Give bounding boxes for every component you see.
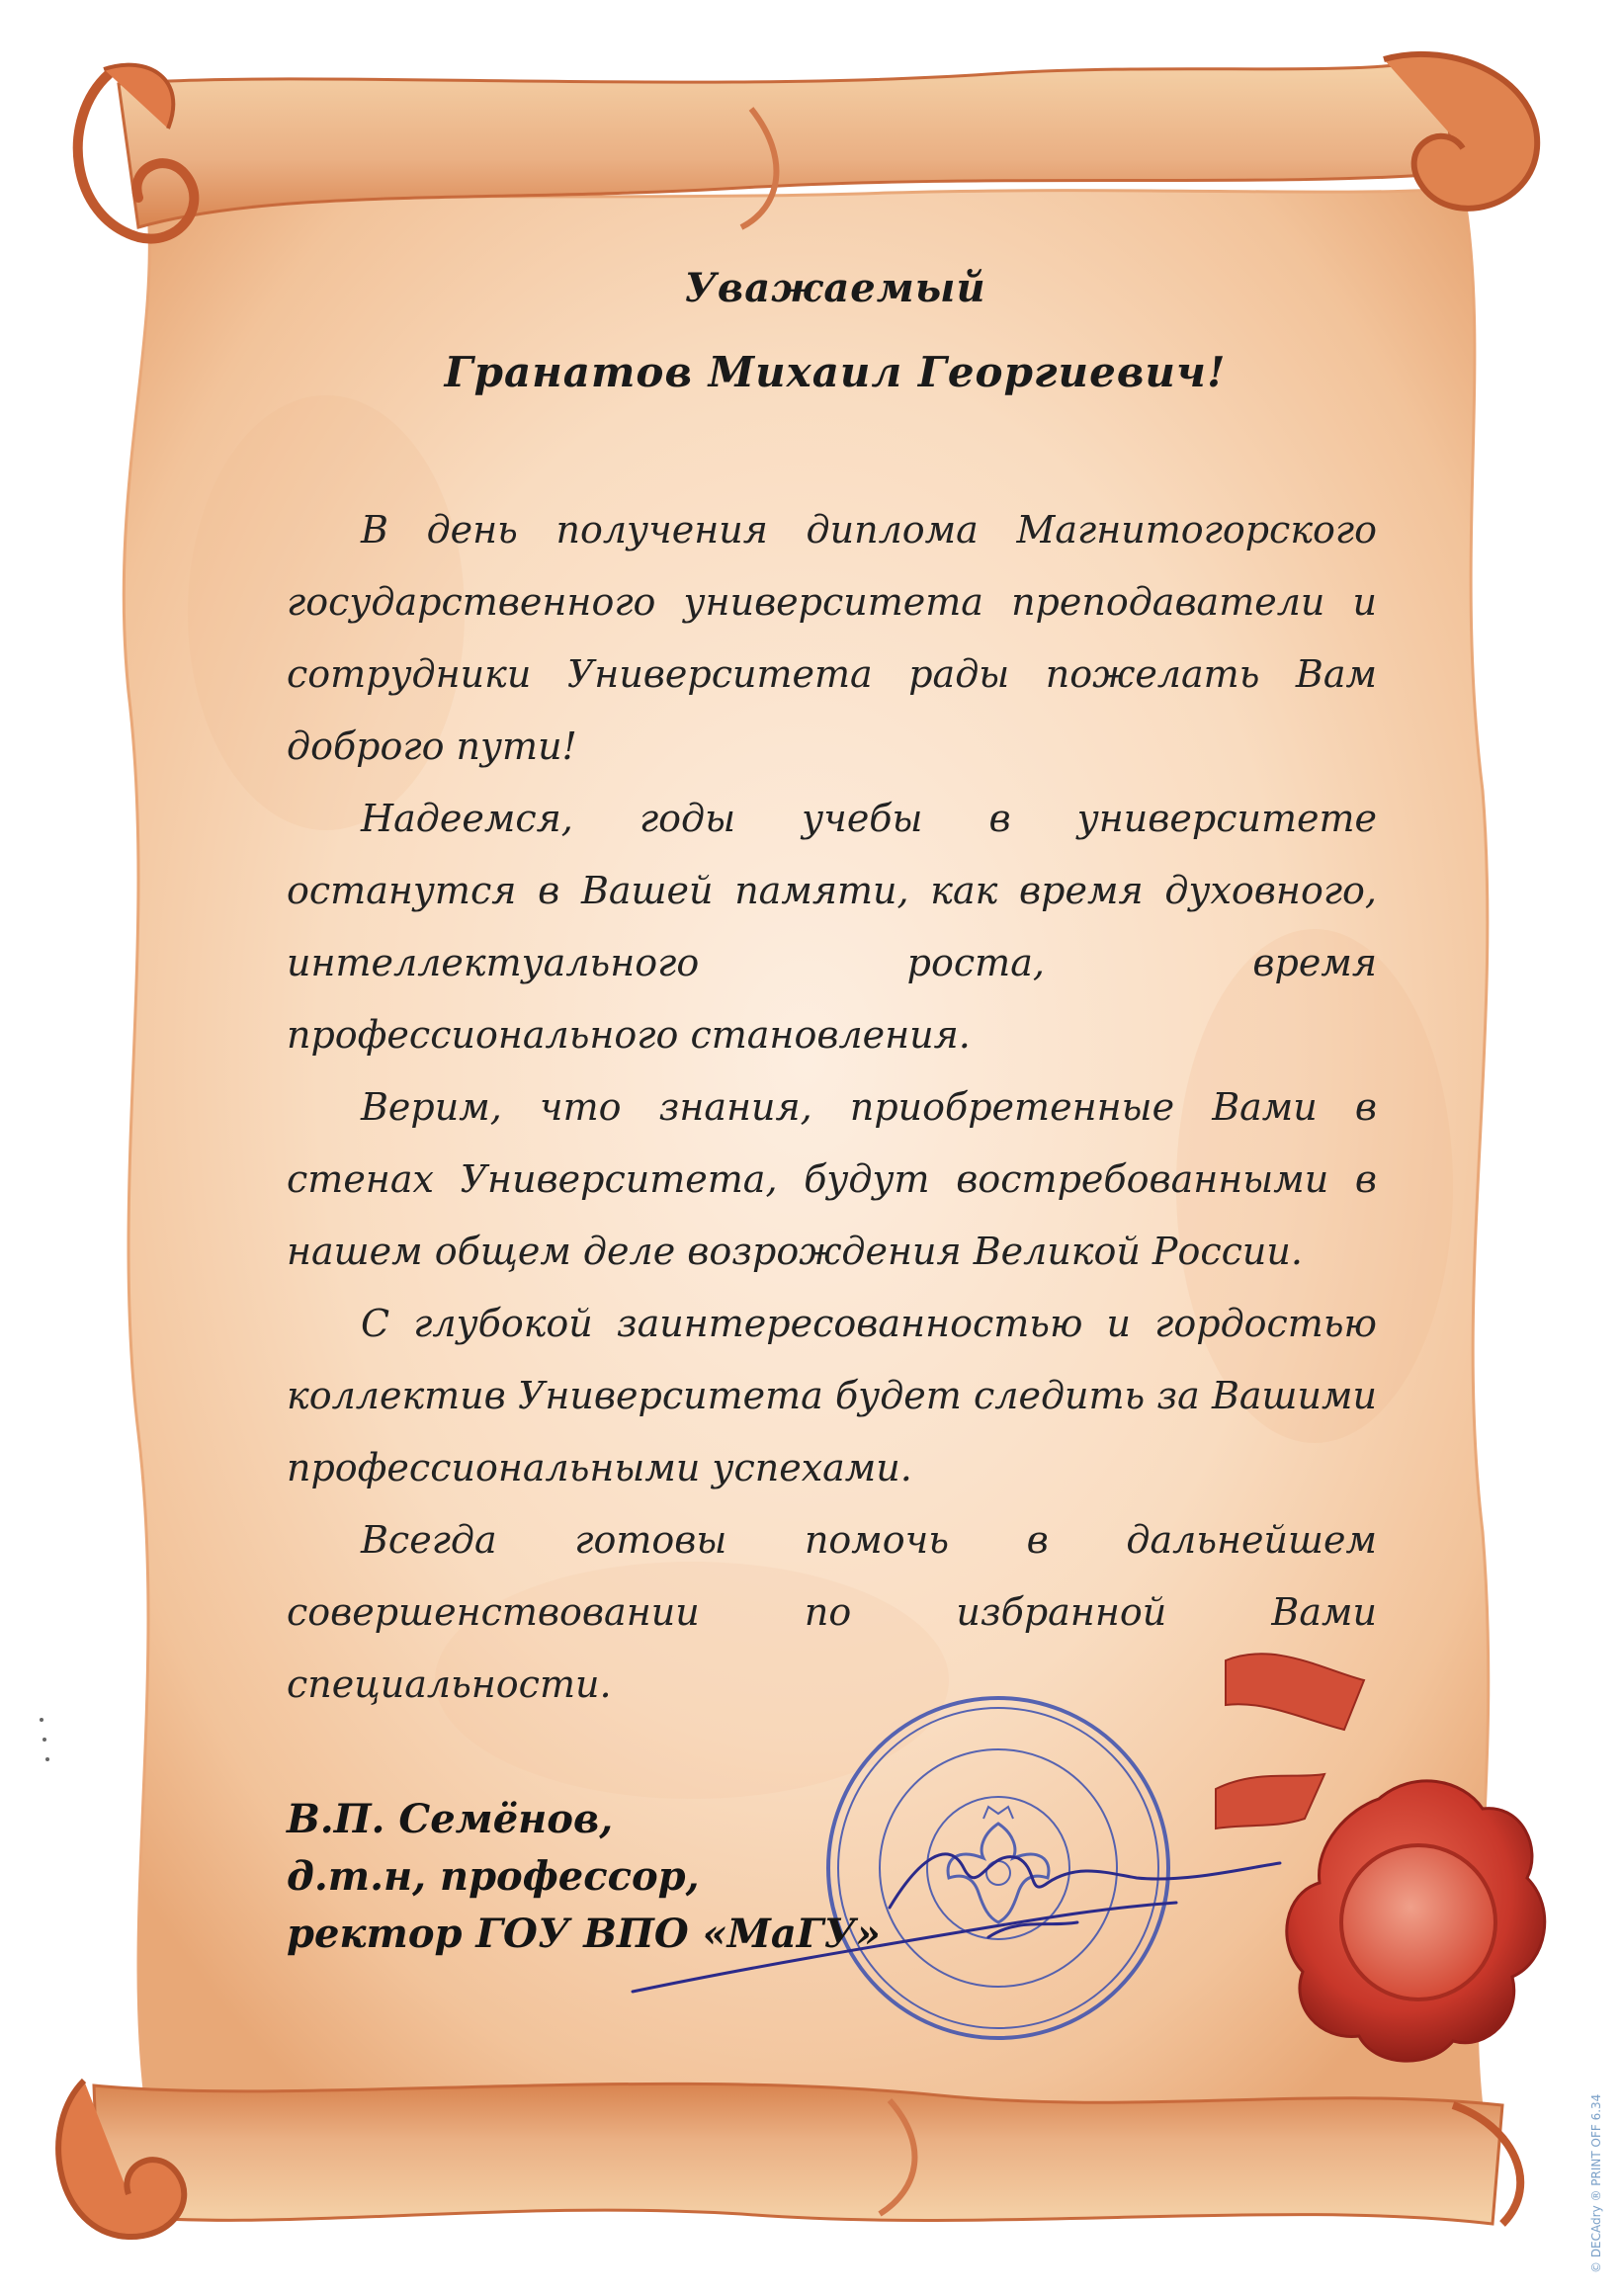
signatory-degree: д.т.н, профессор, [287,1853,700,1900]
signature-block [287,1791,881,1963]
letter-body [287,494,1377,1721]
paragraph-5: Всегда готовы помочь в дальнейшем совершенствовании по избранной Вами специальности. [287,1518,1377,1706]
paragraph-2: Надеемся, годы учебы в университете останутся в Вашей памяти, как время духовного, интеллектуального роста, время профессионального становления. [287,797,1377,1057]
signatory-name: В.П. Семёнов, [287,1796,614,1842]
greeting-recipient-name: Гранатов Михаил Георгиевич! [444,348,1227,396]
greeting-salutation: Уважаемый [684,265,986,311]
printer-mark: © DECAdry ® PRINT OFF 6.34 [1589,2093,1603,2273]
paragraph-1: В день получения диплома Магнитогорского государственного университета преподаватели и сотрудники Университета рады пожелать Вам доброго пути! [287,508,1377,768]
signatory-position: ректор ГОУ ВПО «МаГУ» [287,1911,881,1957]
paragraph-4: С глубокой заинтересованностью и гордостью коллектив Университета будет следить за Вашими профессиональными успехами. [287,1302,1377,1489]
paragraph-3: Верим, что знания, приобретенные Вами в стенах Университета, будут востребованными в нашем общем деле возрождения Великой России. [287,1085,1377,1273]
